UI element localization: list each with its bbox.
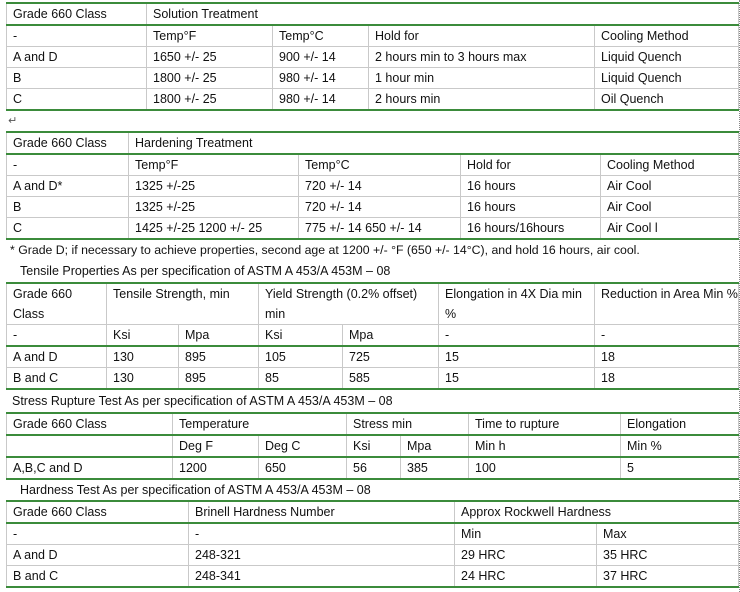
cell: Liquid Quench (595, 68, 739, 89)
hardness-title: Hardness Test As per specification of ASTM A 453/A 453M – 08 (20, 483, 371, 497)
cell: 16 hours/16hours (461, 218, 601, 240)
cell: 980 +/- 14 (273, 89, 369, 111)
subheader-cell: - (7, 25, 147, 47)
cell: Air Cool (601, 197, 739, 218)
unit-cell: Ksi (347, 435, 401, 457)
cell: 1325 +/-25 (129, 197, 299, 218)
cell: 16 hours (461, 197, 601, 218)
unit-cell: Deg C (259, 435, 347, 457)
subheader-cell: Hold for (369, 25, 595, 47)
table-row (7, 545, 739, 566)
table-row (7, 176, 739, 197)
unit-cell: Mpa (179, 325, 259, 347)
cell: C (7, 89, 147, 111)
table-subheader-row (7, 154, 739, 176)
cell: B and C (7, 566, 189, 588)
header-cell: Grade 660 Class (7, 283, 107, 325)
table-header-row (7, 501, 739, 523)
unit-cell: Mpa (401, 435, 469, 457)
table-row (7, 89, 739, 111)
cell: 895 (179, 346, 259, 368)
subheader-cell: Cooling Method (595, 25, 739, 47)
cell: 130 (107, 368, 179, 390)
cell: 385 (401, 457, 469, 479)
cell: 130 (107, 346, 179, 368)
tensile-title: Tensile Properties As per specification of ASTM A 453/A 453M – 08 (20, 264, 391, 278)
header-cell: Elongation (621, 413, 739, 435)
unit-cell: Ksi (107, 325, 179, 347)
unit-cell: Mpa (343, 325, 439, 347)
header-cell: Grade 660 Class (7, 132, 129, 154)
cell: 18 (595, 368, 739, 390)
table-row (7, 197, 739, 218)
rupture-title: Stress Rupture Test As per specification of ASTM A 453/A 453M – 08 (12, 394, 393, 408)
hardening-footnote: * Grade D; if necessary to achieve properties, second age at 1200 +/- °F (650 +/- 14°C), and hold 16 hours, air cool. (10, 243, 640, 257)
subheader-cell: - (189, 523, 455, 545)
cell: 2 hours min (369, 89, 595, 111)
cell: 775 +/- 14 650 +/- 14 (299, 218, 461, 240)
subheader-cell: - (7, 154, 129, 176)
cell: 980 +/- 14 (273, 68, 369, 89)
cell: 720 +/- 14 (299, 197, 461, 218)
subheader-cell: Temp°F (129, 154, 299, 176)
tensile-properties-table (6, 282, 739, 390)
cell: C (7, 218, 129, 240)
cell: 18 (595, 346, 739, 368)
unit-cell: Min h (469, 435, 621, 457)
subheader-cell: Cooling Method (601, 154, 739, 176)
header-cell: Stress min (347, 413, 469, 435)
table-units-row (7, 325, 739, 347)
table-row (7, 457, 739, 479)
cell: 1200 (173, 457, 259, 479)
table-header-row (7, 283, 739, 325)
cell: 105 (259, 346, 343, 368)
unit-cell: - (7, 325, 107, 347)
header-cell: Hardening Treatment (129, 132, 739, 154)
header-cell: Brinell Hardness Number (189, 501, 455, 523)
table-units-row (7, 435, 739, 457)
page-edge-guide (733, 0, 740, 592)
table-row (7, 68, 739, 89)
paragraph-mark-icon: ↵ (8, 115, 18, 127)
table-row (7, 218, 739, 240)
cell: A and D (7, 47, 147, 68)
unit-cell: - (439, 325, 595, 347)
table-row (7, 368, 739, 390)
cell: 56 (347, 457, 401, 479)
cell: 37 HRC (597, 566, 739, 588)
table-subheader-row (7, 25, 739, 47)
subheader-cell: Temp°F (147, 25, 273, 47)
cell: 29 HRC (455, 545, 597, 566)
header-cell: Grade 660 Class (7, 413, 173, 435)
subheader-cell: Min (455, 523, 597, 545)
cell: 5 (621, 457, 739, 479)
subheader-cell: Hold for (461, 154, 601, 176)
header-cell: Time to rupture (469, 413, 621, 435)
hardness-test-table (6, 500, 739, 588)
cell: 100 (469, 457, 621, 479)
cell: 248-341 (189, 566, 455, 588)
subheader-cell: - (7, 523, 189, 545)
unit-cell: Deg F (173, 435, 259, 457)
cell: 1325 +/-25 (129, 176, 299, 197)
cell: Oil Quench (595, 89, 739, 111)
cell: A and D (7, 346, 107, 368)
subheader-cell: Temp°C (299, 154, 461, 176)
cell: Air Cool l (601, 218, 739, 240)
subheader-cell: Temp°C (273, 25, 369, 47)
cell: 15 (439, 368, 595, 390)
cell: 16 hours (461, 176, 601, 197)
cell: 24 HRC (455, 566, 597, 588)
cell: B (7, 197, 129, 218)
cell: 35 HRC (597, 545, 739, 566)
cell: A,B,C and D (7, 457, 173, 479)
header-cell: Tensile Strength, min (107, 283, 259, 325)
cell: B and C (7, 368, 107, 390)
cell: 650 (259, 457, 347, 479)
table-header-row (7, 132, 739, 154)
header-cell: Reduction in Area Min % (595, 283, 739, 325)
header-cell: Grade 660 Class (7, 501, 189, 523)
header-cell: Approx Rockwell Hardness (455, 501, 739, 523)
cell: 2 hours min to 3 hours max (369, 47, 595, 68)
cell: 248-321 (189, 545, 455, 566)
cell: 1 hour min (369, 68, 595, 89)
table-header-row (7, 3, 739, 25)
table-row (7, 566, 739, 588)
unit-cell (7, 435, 173, 457)
table-row (7, 346, 739, 368)
cell: Air Cool (601, 176, 739, 197)
header-cell: Solution Treatment (147, 3, 739, 25)
cell: 1425 +/-25 1200 +/- 25 (129, 218, 299, 240)
header-cell: Yield Strength (0.2% offset) min (259, 283, 439, 325)
cell: 900 +/- 14 (273, 47, 369, 68)
cell: 725 (343, 346, 439, 368)
subheader-cell: Max (597, 523, 739, 545)
cell: 585 (343, 368, 439, 390)
stress-rupture-table (6, 412, 739, 480)
table-header-row (7, 413, 739, 435)
unit-cell: Min % (621, 435, 739, 457)
cell: 720 +/- 14 (299, 176, 461, 197)
cell: A and D (7, 545, 189, 566)
header-cell: Elongation in 4X Dia min % (439, 283, 595, 325)
cell: 895 (179, 368, 259, 390)
cell: B (7, 68, 147, 89)
cell: 1800 +/- 25 (147, 68, 273, 89)
header-cell: Temperature (173, 413, 347, 435)
cell: 85 (259, 368, 343, 390)
solution-treatment-table (6, 2, 739, 111)
table-row (7, 47, 739, 68)
cell: 15 (439, 346, 595, 368)
unit-cell: - (595, 325, 739, 347)
table-subheader-row (7, 523, 739, 545)
hardening-treatment-table (6, 131, 739, 240)
unit-cell: Ksi (259, 325, 343, 347)
cell: Liquid Quench (595, 47, 739, 68)
cell: 1800 +/- 25 (147, 89, 273, 111)
cell: A and D* (7, 176, 129, 197)
header-cell: Grade 660 Class (7, 3, 147, 25)
cell: 1650 +/- 25 (147, 47, 273, 68)
